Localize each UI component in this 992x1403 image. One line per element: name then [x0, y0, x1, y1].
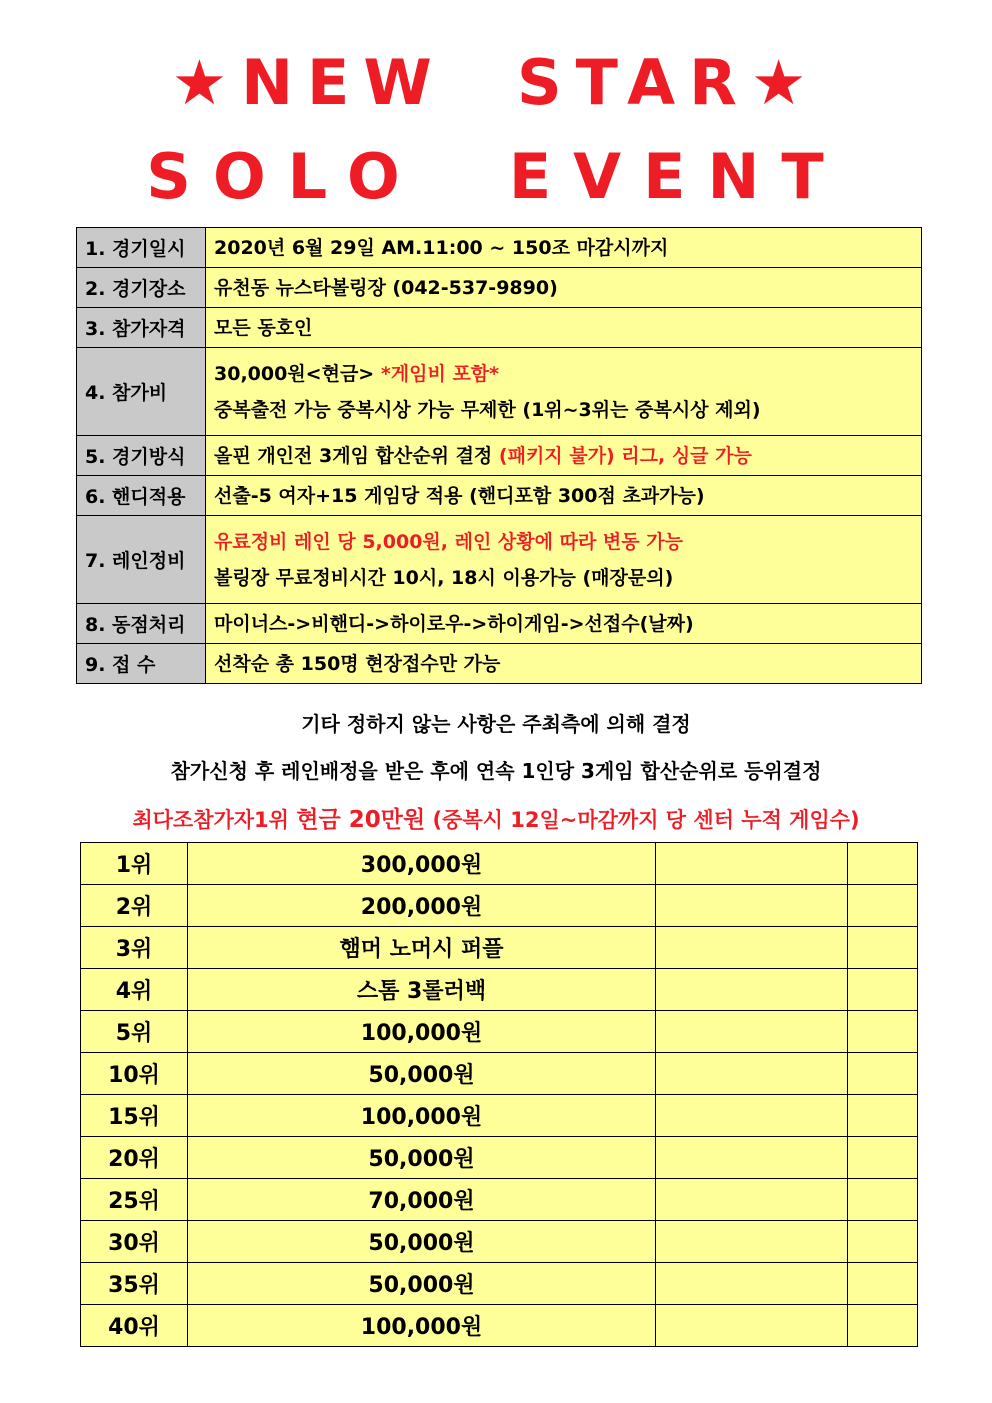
info-value-line: [214, 560, 913, 596]
prize-blank-cell: [848, 1095, 918, 1137]
prize-blank-cell: [656, 927, 848, 969]
prize-amount: 50,000원: [188, 1263, 656, 1305]
prize-blank-cell: [656, 1221, 848, 1263]
note3-part-b: 현금 20만원: [296, 807, 426, 833]
info-value: [206, 516, 922, 604]
prize-blank-cell: [656, 1305, 848, 1347]
prize-amount: 100,000원: [188, 1305, 656, 1347]
prize-blank-cell: [656, 969, 848, 1011]
prize-blank-cell: [656, 1137, 848, 1179]
prize-amount: 50,000원: [188, 1053, 656, 1095]
info-row: [77, 516, 922, 604]
prize-blank-cell: [656, 1053, 848, 1095]
prize-amount: 50,000원: [188, 1221, 656, 1263]
prize-blank-cell: [848, 843, 918, 885]
prize-amount: 50,000원: [188, 1137, 656, 1179]
prize-rank: 35위: [81, 1263, 188, 1305]
info-value-line: [214, 310, 913, 346]
prize-rank: 2위: [81, 885, 188, 927]
prize-blank-cell: [656, 1011, 848, 1053]
info-value-text: 30,000원<현금>: [214, 362, 381, 385]
info-label: 4. 참가비: [77, 348, 206, 436]
info-value-line: [214, 270, 913, 306]
info-value-text: 모든 동호인: [214, 316, 313, 339]
prize-row: [81, 1179, 918, 1221]
prize-blank-cell: [656, 843, 848, 885]
prize-row: [81, 1305, 918, 1347]
info-label: 2. 경기장소: [77, 268, 206, 308]
info-value-text: 마이너스->비핸디->하이로우->하이게임->선접수(날짜): [214, 612, 694, 635]
info-value-text: (패키지 불가) 리그, 싱글 가능: [498, 444, 752, 467]
prize-rank: 20위: [81, 1137, 188, 1179]
prize-table: [80, 842, 918, 1347]
info-label: 7. 레인정비: [77, 516, 206, 604]
prize-rank: 10위: [81, 1053, 188, 1095]
prize-row: [81, 1011, 918, 1053]
note3-part-c: (중복시 12일~마감까지 당 센터 누적 게임수): [425, 808, 860, 832]
info-value: [206, 308, 922, 348]
prize-rank: 25위: [81, 1179, 188, 1221]
prize-amount: 스톰 3롤러백: [188, 969, 656, 1011]
prize-amount: 300,000원: [188, 843, 656, 885]
prize-row: [81, 927, 918, 969]
info-value: [206, 604, 922, 644]
info-value: [206, 228, 922, 268]
prize-blank-cell: [848, 885, 918, 927]
event-title-line2: SOLO EVENT: [146, 140, 846, 213]
info-value: [206, 476, 922, 516]
prize-row: [81, 885, 918, 927]
info-value-line: [214, 606, 913, 642]
prize-row: [81, 843, 918, 885]
prize-blank-cell: [848, 1053, 918, 1095]
info-value-line: [214, 478, 913, 514]
info-row: [77, 604, 922, 644]
info-value-line: [214, 392, 913, 428]
info-label: 5. 경기방식: [77, 436, 206, 476]
prize-row: [81, 1263, 918, 1305]
prize-amount: 200,000원: [188, 885, 656, 927]
note3-part-a: 최다조참가자1위: [132, 808, 297, 832]
info-label: 8. 동점처리: [77, 604, 206, 644]
info-value: [206, 644, 922, 684]
note-other-rules: 기타 정하지 않는 사항은 주최측에 의해 결정: [301, 712, 691, 736]
info-label: 3. 참가자격: [77, 308, 206, 348]
prize-blank-cell: [848, 1263, 918, 1305]
prize-blank-cell: [656, 885, 848, 927]
prize-rank: 1위: [81, 843, 188, 885]
prize-blank-cell: [848, 1011, 918, 1053]
info-value-line: [214, 646, 913, 682]
prize-row: [81, 969, 918, 1011]
info-value-text: 2020년 6월 29일 AM.11:00 ~ 150조 마감시까지: [214, 236, 669, 259]
prize-amount: 70,000원: [188, 1179, 656, 1221]
info-value-line: [214, 356, 913, 392]
prize-blank-cell: [848, 1137, 918, 1179]
info-label: 9. 접 수: [77, 644, 206, 684]
prize-blank-cell: [656, 1179, 848, 1221]
info-label: 1. 경기일시: [77, 228, 206, 268]
prize-row: [81, 1053, 918, 1095]
info-value-line: [214, 524, 913, 560]
prize-amount: 100,000원: [188, 1095, 656, 1137]
prize-blank-cell: [656, 1263, 848, 1305]
info-value-text: *게임비 포함*: [380, 362, 500, 385]
event-title-line1: ★NEW STAR★: [171, 46, 821, 119]
info-row: [77, 268, 922, 308]
info-value: [206, 268, 922, 308]
info-label: 6. 핸디적용: [77, 476, 206, 516]
prize-rank: 3위: [81, 927, 188, 969]
prize-amount: 햄머 노머시 퍼플: [188, 927, 656, 969]
info-row: [77, 644, 922, 684]
info-row: [77, 476, 922, 516]
prize-blank-cell: [656, 1095, 848, 1137]
prize-blank-cell: [848, 1221, 918, 1263]
prize-row: [81, 1095, 918, 1137]
info-value-text: 볼링장 무료정비시간 10시, 18시 이용가능 (매장문의): [214, 566, 674, 589]
info-row: [77, 436, 922, 476]
info-row: [77, 348, 922, 436]
note-ranking-rule: 참가신청 후 레인배정을 받은 후에 연속 1인당 3게임 합산순위로 등위결정: [170, 759, 822, 783]
info-value-text: 선착순 총 150명 현장접수만 가능: [214, 652, 501, 675]
info-value: [206, 348, 922, 436]
prize-blank-cell: [848, 927, 918, 969]
prize-blank-cell: [848, 1179, 918, 1221]
prize-row: [81, 1137, 918, 1179]
prize-rank: 15위: [81, 1095, 188, 1137]
info-value-line: [214, 438, 913, 474]
info-row: [77, 228, 922, 268]
prize-blank-cell: [848, 1305, 918, 1347]
info-value-text: 유천동 뉴스타볼링장 (042-537-9890): [214, 276, 558, 299]
note-most-participants-prize: [0, 801, 992, 834]
info-row: [77, 308, 922, 348]
prize-rank: 40위: [81, 1305, 188, 1347]
info-value-text: 중복출전 가능 중복시상 가능 무제한 (1위~3위는 중복시상 제외): [214, 398, 761, 421]
event-info-table: [76, 227, 922, 684]
info-value-text: 유료정비 레인 당 5,000원, 레인 상황에 따라 변동 가능: [214, 530, 683, 553]
prize-amount: 100,000원: [188, 1011, 656, 1053]
info-value-text: 올핀 개인전 3게임 합산순위 결정: [214, 444, 499, 467]
info-value-line: [214, 230, 913, 266]
prize-rank: 5위: [81, 1011, 188, 1053]
prize-row: [81, 1221, 918, 1263]
prize-blank-cell: [848, 969, 918, 1011]
info-value: [206, 436, 922, 476]
info-value-text: 선출-5 여자+15 게임당 적용 (핸디포함 300점 초과가능): [214, 484, 705, 507]
prize-rank: 30위: [81, 1221, 188, 1263]
prize-rank: 4위: [81, 969, 188, 1011]
